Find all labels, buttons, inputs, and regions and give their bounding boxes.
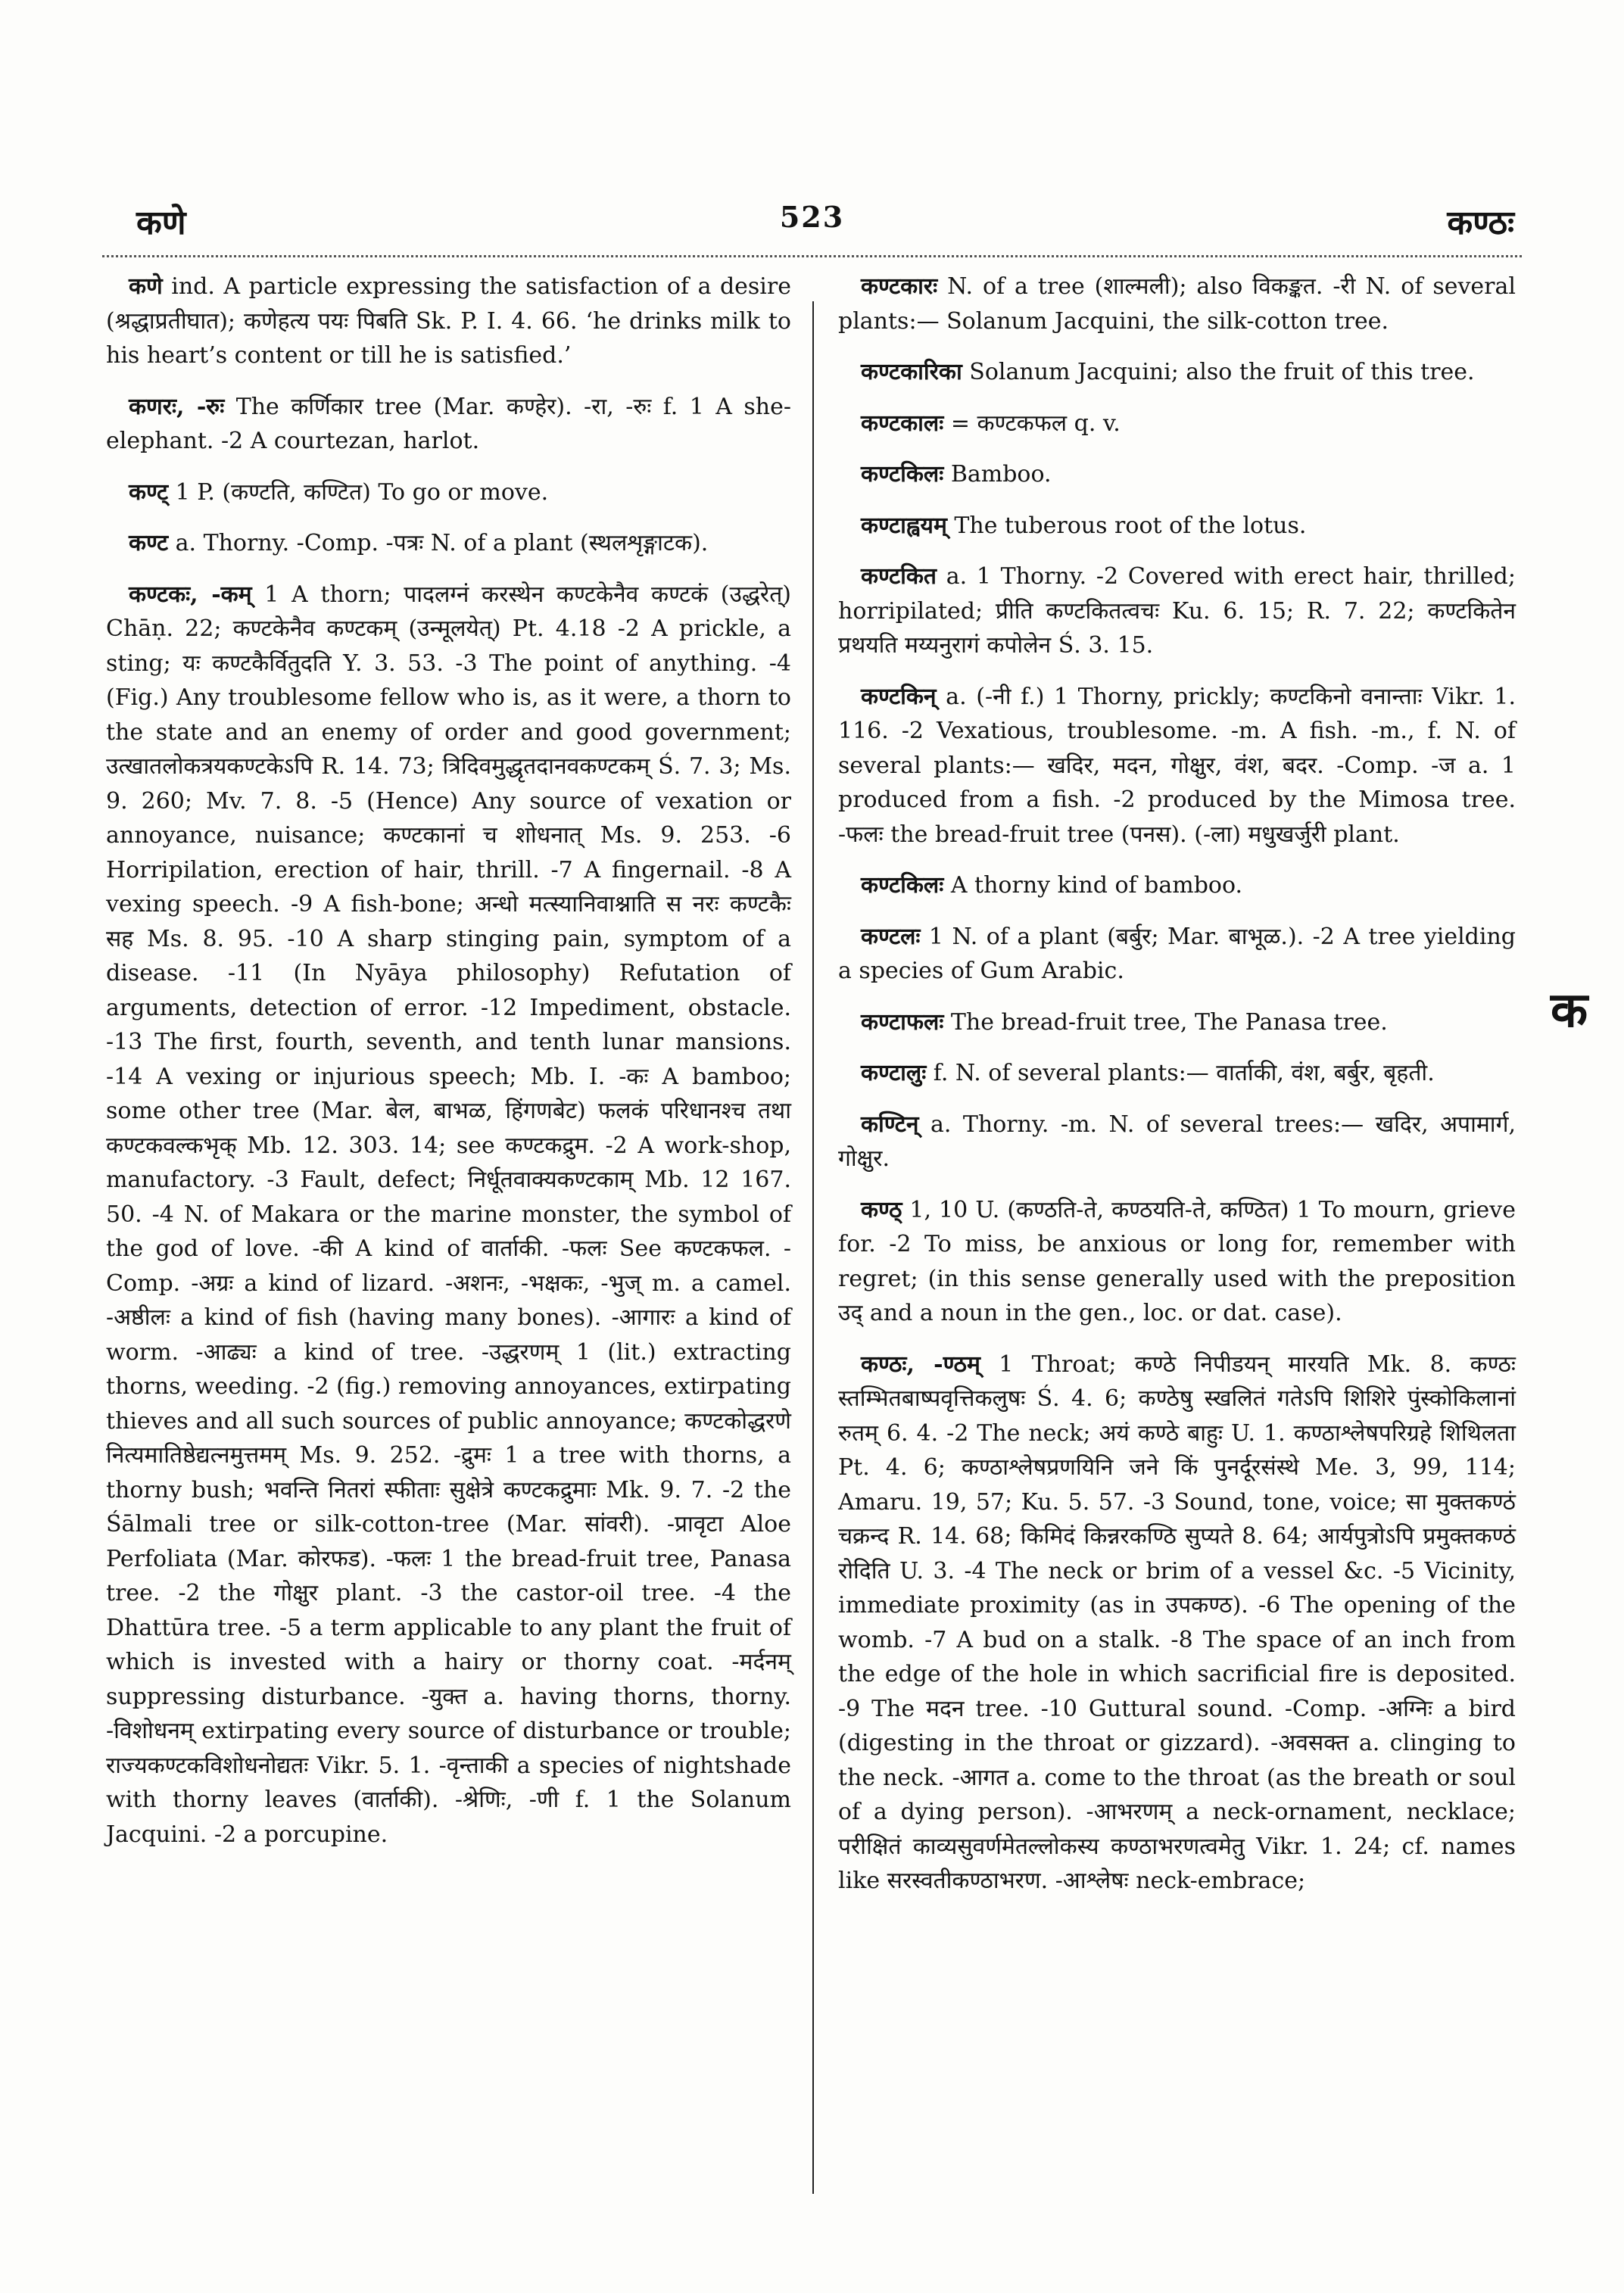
entry-definition: N. of a tree (शाल्मली); also विकङ्कत. -री N. of several plants:— Solanum Jacquini, the silk-cotton tree. [838,273,1516,335]
entry-headword: कण्टलः [861,923,921,950]
entry-definition: A thorny kind of bamboo. [943,872,1243,899]
dictionary-entry [838,1108,1516,1176]
header-rule [102,255,1522,257]
entry-headword: कण्टकालः [861,410,944,437]
dictionary-entry [838,457,1516,492]
entry-headword: कण्टकारः [861,273,938,300]
entry-headword: कण्टकिन् [861,683,937,710]
entry-headword: कण्टकः, -कम् [129,581,252,608]
entry-definition: f. N. of several plants:— वार्ताकी, वंश, बर्बुर, बृहती. [926,1060,1435,1086]
entry-headword: कण्टकिलः [861,872,944,899]
entry-definition: a. 1 Thorny. -2 Covered with erect hair, thrilled; horripilated; प्रीति कण्टकितत्वचः Ku. 6. 15; R. 7. 22; कण्टकितेन प्रथयति मय्यनुरागं कपोलेन Ś. 3. 15. [838,563,1516,659]
entry-definition: 1 P. (कण्टति, कण्टित) To go or move. [168,478,549,506]
entry-definition: The tuberous root of the lotus. [946,512,1307,539]
dictionary-entry [838,559,1516,663]
dictionary-entry [838,509,1516,544]
dictionary-entry [838,269,1516,338]
entry-definition: The bread-fruit tree, The Panasa tree. [943,1008,1388,1036]
dictionary-entry [838,1056,1516,1091]
entry-definition: The कर्णिकार tree (Mar. कण्हेर). -रा, -रुः f. 1 A she-elephant. -2 A courtezan, harlot. [106,393,791,454]
column-divider [812,301,814,2194]
dictionary-entry [838,1193,1516,1331]
dictionary-entry [838,355,1516,390]
running-head-right: कण्ठः [1447,204,1514,242]
dictionary-entry [106,475,791,510]
entry-headword: कण्टकिलः [861,461,944,488]
dictionary-entry [838,1347,1516,1899]
entry-headword: कणे [129,273,163,300]
entry-headword: कण्ठः, -ण्ठम् [861,1351,980,1378]
entry-headword: कण्टाह्वयम् [861,512,947,539]
dictionary-entry [106,526,791,561]
right-column [838,269,1516,1915]
dictionary-entry [838,920,1516,989]
entry-headword: कण्टालुः [861,1060,927,1086]
entry-definition: 1, 10 U. (कण्ठति-ते, कण्ठयति-ते, कण्ठित) 1 To mourn, grieve for. -2 To miss, be anxious or long for, remember with regret; (in this sense generally used with the preposition उद् and a noun in the gen., loc. or dat. case). [838,1196,1516,1326]
entry-definition: 1 A thorn; पादलग्नं करस्थेन कण्टकेनैव कण्टकं (उद्धरेत्) Chāṇ. 22; कण्टकेनैव कण्टकम् (उन्मूलयेत्) Pt. 4.18 -2 A prickle, a sting; यः कण्टकैर्वितुदति Y. 3. 53. -3 The point of anything. -4 (Fig.) Any troublesome fellow who is, as it were, a thorn to the state and an enemy of order and good government; उत्खातलोकत्रयकण्टकेऽपि R. 14. 73; त्रिदिवमुद्धृतदानवकण्टकम् Ś. 7. 3; Ms. 9. 260; Mv. 7. 8. -5 (Hence) Any source of vexation or annoyance, nuisance; कण्टकानां च शोधनात् Ms. 9. 253. -6 Horripilation, erection of hair, thrill. -7 A fingernail. -8 A vexing speech. -9 A fish-bone; अन्धो मत्स्यानिवाश्नाति स नरः कण्टकैः सह Ms. 8. 95. -10 A sharp stinging pain, symptom of a disease. -11 (In Nyāya philosophy) Refutation of arguments, detection of error. -12 Impediment, obstacle. -13 The first, fourth, seventh, and tenth lunar mansions. -14 A vexing or injurious speech; Mb. I. -कः A bamboo; some other tree (Mar. बेल, बाभळ, हिंगणबेट) फलकं परिधानश्च तथा कण्टकवल्कभृक् Mb. 12. 303. 14; see कण्टकद्रुम. -2 A work-shop, manufactory. -3 Fault, defect; निर्धूतवाक्यकण्टकाम् Mb. 12 167. 50. -4 N. of Makara or the marine monster, the symbol of the god of love. -की A kind of वार्ताकी. -फलः See कण्टकफल. -Comp. -अग्रः a kind of lizard. -अशनः, -भक्षकः, -भुज् m. a camel. -अष्ठीलः a kind of fish (having many bones). -आगारः a kind of worm. -आढ्यः a kind of tree. -उद्धरणम् 1 (lit.) extracting thorns, weeding. -2 (fig.) removing annoyances, extirpating thieves and all such sources of public annoyance; कण्टकोद्धरणे नित्यमातिष्ठेद्यत्नमुत्तमम् Ms. 9. 252. -द्रुमः 1 a tree with thorns, a thorny bush; भवन्ति नितरां स्फीताः सुक्षेत्रे कण्टकद्रुमाः Mk. 9. 7. -2 the Śālmali tree or silk-cotton-tree (Mar. सांवरी). -प्रावृटा Aloe Perfoliata (Mar. कोरफड). -फलः 1 the bread-fruit tree, Panasa tree. -2 the गोक्षुर plant. -3 the castor-oil tree. -4 the Dhattūra tree. -5 a term applicable to any plant the fruit of which is invested with a hairy or thorny coat. -मर्दनम् suppressing disturbance. -युक्त a. having thorns, thorny. -विशोधनम् extirpating every source of disturbance or trouble; राज्यकण्टकविशोधनोद्यतः Vikr. 5. 1. -वृन्ताकी a species of nightshade with thorny leaves (वार्ताकी). -श्रेणिः, -णी f. 1 the Solanum Jacquini. -2 a porcupine. [106,581,791,1848]
entry-headword: कण्ठ् [861,1196,902,1223]
entry-definition: a. Thorny. -Comp. -पत्रः N. of a plant (स्थलशृङ्गाटक). [168,530,709,556]
dictionary-entry [106,578,791,1852]
entry-definition: Bamboo. [943,461,1052,488]
entry-definition: 1 Throat; कण्ठे निपीडयन् मारयति Mk. 8. कण्ठः स्तम्भितबाष्पवृत्तिकलुषः Ś. 4. 6; कण्ठेषु स्खलितं गतेऽपि शिशिरे पुंस्कोकिलानां रुतम् 6. 4. -2 The neck; अयं कण्ठे बाहुः U. 1. कण्ठाश्लेषपरिग्रहे शिथिलता Pt. 4. 6; कण्ठाश्लेषप्रणयिनि जने किं पुनर्दूरसंस्थे Me. 3, 99, 114; Amaru. 19, 57; Ku. 5. 57. -3 Sound, tone, voice; सा मुक्तकण्ठं चक्रन्द R. 14. 68; किमिदं किन्नरकण्ठि सुप्यते 8. 64; आर्यपुत्रोऽपि प्रमुक्तकण्ठं रोदिति U. 3. -4 The neck or brim of a vessel &c. -5 Vicinity, immediate proximity (as in उपकण्ठ). -6 The opening of the womb. -7 A bud on a stalk. -8 The space of an inch from the edge of the hole in which sacrificial fire is deposited. -9 The मदन tree. -10 Guttural sound. -Comp. -अग्निः a bird (digesting in the throat or gizzard). -अवसक्त a. clinging to the neck. -आगत a. come to the throat (as the breath or soul of a dying person). -आभरणम् a neck-ornament, necklace; परीक्षितं काव्यसुवर्णमेतल्लोकस्य कण्ठाभरणत्वमेतु Vikr. 1. 24; cf. names like सरस्वतीकण्ठाभरण. -आश्लेषः neck-embrace; [838,1351,1516,1894]
entry-headword: कण्ट् [129,478,169,506]
entry-headword: कण्टाफलः [861,1008,944,1036]
running-head-left: कणे [136,204,186,242]
entry-definition: ind. A particle expressing the satisfaction of a desire (श्रद्धाप्रतीघात); कणेहत्य पयः पिबति Sk. P. I. 4. 66. ‘he drinks milk to his heart’s content or till he is satisfied.’ [106,273,791,369]
entry-definition: a. (-नी f.) 1 Thorny, prickly; कण्टकिनो वनान्ताः Vikr. 1. 116. -2 Vexatious, troublesome. -m. A fish. -m., f. N. of several plants:— खदिर, मदन, गोक्षुर, वंश, बदर. -Comp. -ज a. 1 produced from a fish. -2 produced by the Mimosa tree. -फलः the bread-fruit tree (पनस). (-ला) मधुखर्जुरी plant. [838,683,1516,848]
page-header [102,198,1522,244]
dictionary-entry [838,1005,1516,1040]
dictionary-entry [838,407,1516,441]
dictionary-entry [838,680,1516,852]
entry-definition: 1 N. of a plant (बर्बुर; Mar. बाभूळ.). -2 A tree yielding a species of Gum Arabic. [838,923,1516,984]
entry-headword: कण्टकित [861,563,937,590]
entry-headword: कण्ट [129,530,169,556]
dictionary-entry [106,269,791,373]
thumb-index-letter: क [1551,982,1588,1039]
entry-headword: कण्टकारिका [861,359,962,385]
left-column [106,269,791,1868]
entry-headword: कणरः, -रुः [129,393,225,420]
dictionary-entry [838,868,1516,903]
entry-headword: कण्टिन् [861,1111,919,1138]
dictionary-entry [106,390,791,459]
page-number: 523 [779,200,845,234]
entry-definition: a. Thorny. -m. N. of several trees:— खदिर, अपामार्ग, गोक्षुर. [838,1111,1516,1172]
entry-definition: Solanum Jacquini; also the fruit of this tree. [962,359,1475,385]
entry-definition: = कण्टकफल q. v. [943,410,1121,437]
